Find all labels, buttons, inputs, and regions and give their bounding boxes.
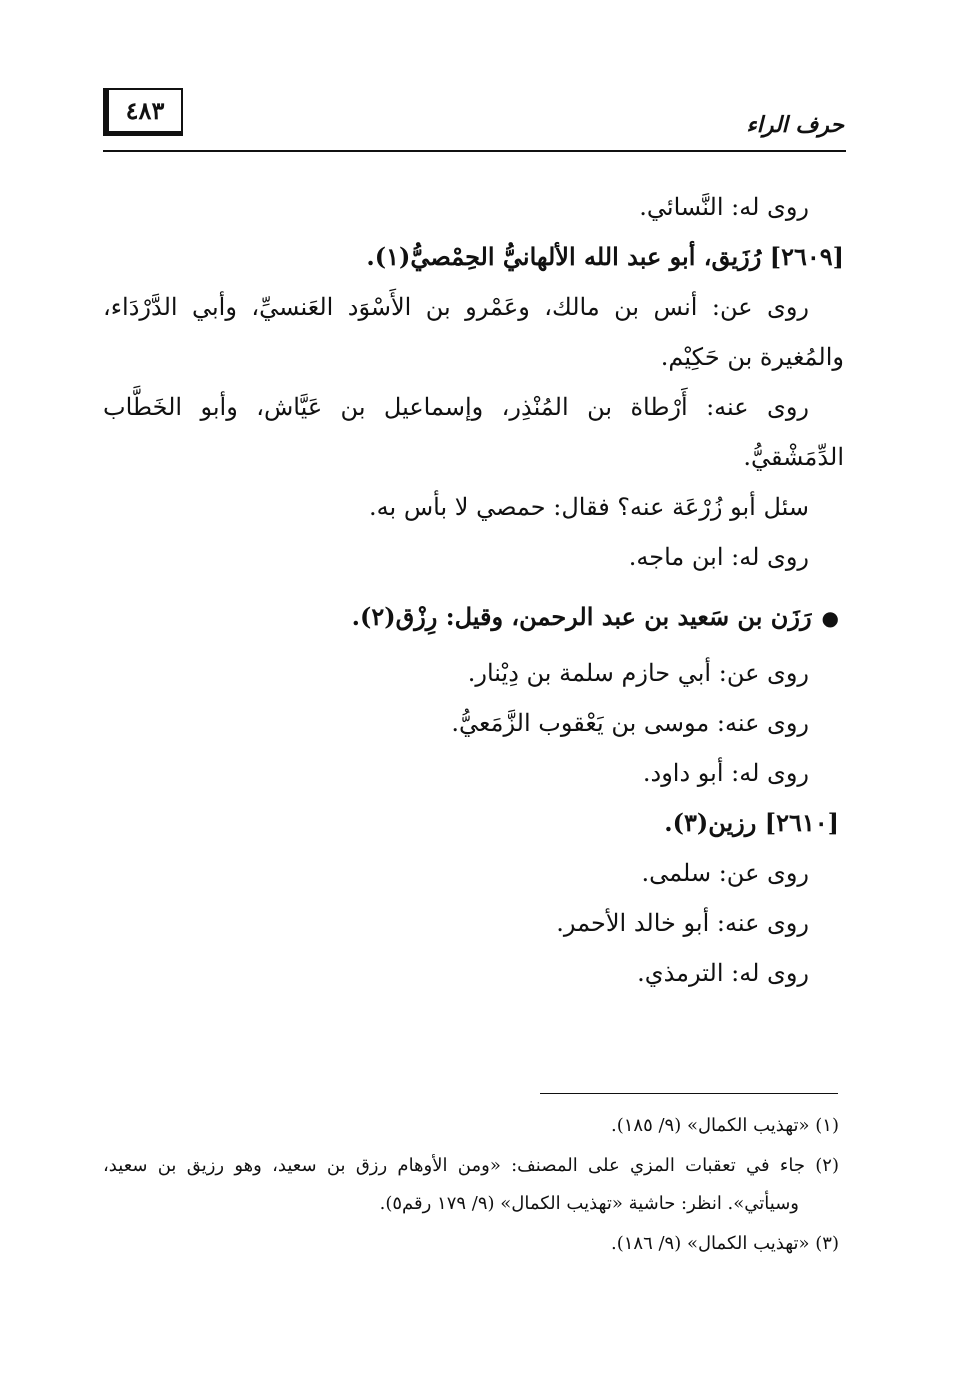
text-line: سئل أبو زُرْعَة عنه؟ فقال: حمصي لا بأس به. (369, 493, 809, 521)
text-line: روى له: ابن ماجه. (628, 543, 809, 571)
footnote-2: (٢) جاء في تعقبات المزي على المصنف: «ومن الأوهام رزق بن سعيد، وهو رزيق بن سعيد، (103, 1155, 839, 1176)
text-line: روى عن: أنس بن مالك، وعَمْرو بن الأَسْوَد العَنسيِّ، وأبي الدَّرْدَاء، (103, 293, 809, 321)
bullet-icon: ● (821, 606, 839, 630)
page-number-box (103, 88, 183, 136)
entry-heading-2609: [٢٦٠٩] رُزَيق، أبو عبد الله الألهانيُّ الحِمْصيُّ(١). (366, 242, 844, 271)
footnote-1: (١) «تهذيب الكمال» (٩/ ١٨٥). (610, 1115, 839, 1136)
text-line: روى له: أبو داود. (642, 759, 809, 787)
footnote-3: (٣) «تهذيب الكمال» (٩/ ١٨٦). (610, 1233, 839, 1254)
text-line: والمُغيرة بن حَكِيْم. (660, 343, 844, 371)
bullet-heading-text: رَزَن بن سَعيد بن عبد الرحمن، وقيل: رِزْق(٢). (351, 602, 812, 631)
footnote-2-continued: وسيأتي». انظر: حاشية «تهذيب الكمال» (٩/ ١٧٩ رقم٥). (379, 1193, 799, 1214)
text-line: روى له: الترمذي. (637, 959, 809, 987)
entry-heading-2610: [٢٦١٠] رزين(٣). (664, 808, 839, 837)
text-line: روى له: النَّسائي. (639, 193, 809, 221)
header-rule (103, 150, 846, 152)
running-head: حرف الراء (746, 112, 844, 138)
footnote-rule (540, 1093, 838, 1094)
text-line: روى عنه: أبو خالد الأحمر. (556, 909, 809, 937)
text-line: روى عن: أبي حازم سلمة بن دِيْنار. (467, 659, 809, 687)
text-line: روى عنه: أَرْطاة بن المُنْذِر، وإسماعيل بن عَيَّاش، وأبو الخَطَّاب (103, 393, 809, 421)
bullet-entry-heading (352, 600, 839, 635)
text-line: روى عن: سلمى. (641, 859, 809, 887)
page-number: ٤٨٣ (125, 96, 165, 125)
text-line: روى عنه: موسى بن يَعْقوب الزَّمَعيُّ. (451, 709, 809, 737)
text-line: الدِّمَشْقيُّ. (743, 443, 844, 471)
